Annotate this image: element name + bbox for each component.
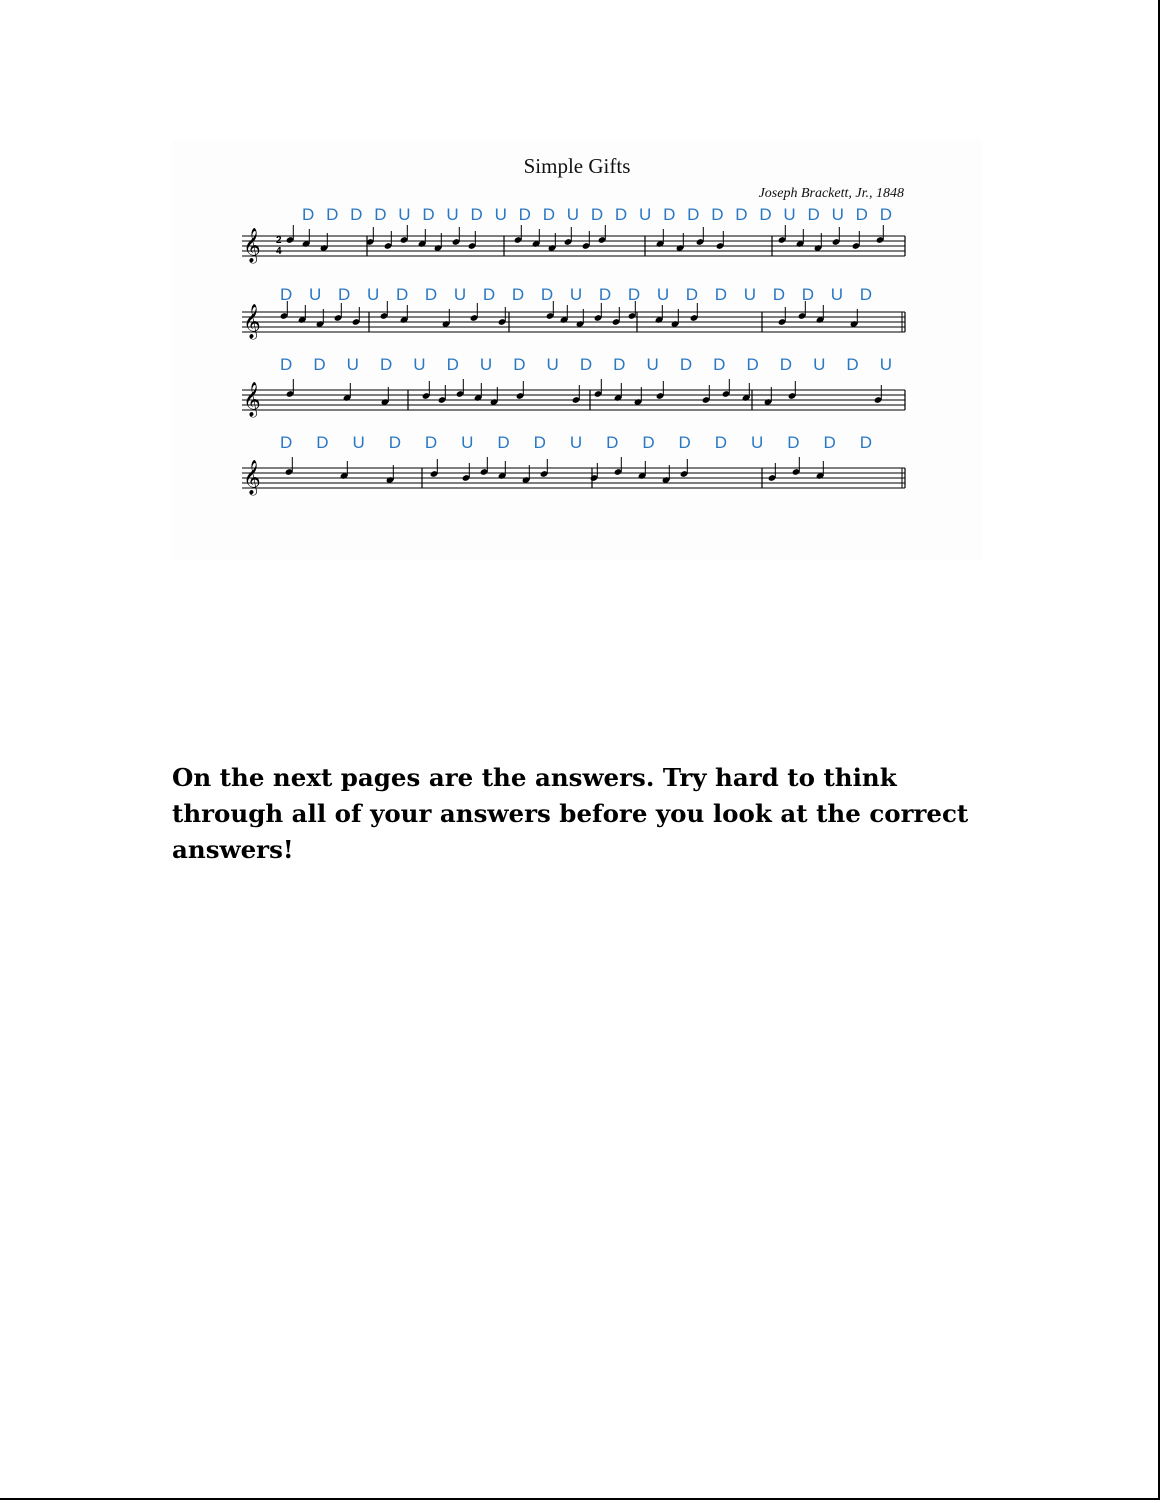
answers-instructions: On the next pages are the answers. Try hard to think through all of your answers before you look at the correct answers! xyxy=(172,763,969,864)
strum-row: D U D U D D U D D D U D D U D D U D D U D xyxy=(280,285,872,304)
time-signature-top: 2 xyxy=(276,235,282,246)
staves-group xyxy=(242,225,905,496)
strum-row: D D D D U D U D U D D U D D U D D D D D U D U D D xyxy=(302,205,892,224)
song-title: Simple Gifts xyxy=(523,154,631,178)
staff-drawing xyxy=(172,140,982,560)
treble-clef-icon: 𝄞 xyxy=(243,460,261,495)
treble-clef-icon: 𝄞 xyxy=(243,228,261,263)
composer-credit: Joseph Brackett, Jr., 1848 xyxy=(758,186,904,201)
strum-row: D D U D D U D D U D D D D U D D D xyxy=(280,433,872,452)
time-signature-bottom: 4 xyxy=(276,246,282,257)
strum-row: D D U D U D U D U D D U D D D D U D U xyxy=(280,355,892,374)
treble-clef-icon: 𝄞 xyxy=(243,382,261,417)
treble-clef-icon: 𝄞 xyxy=(243,304,261,339)
sheet-music xyxy=(172,140,982,560)
